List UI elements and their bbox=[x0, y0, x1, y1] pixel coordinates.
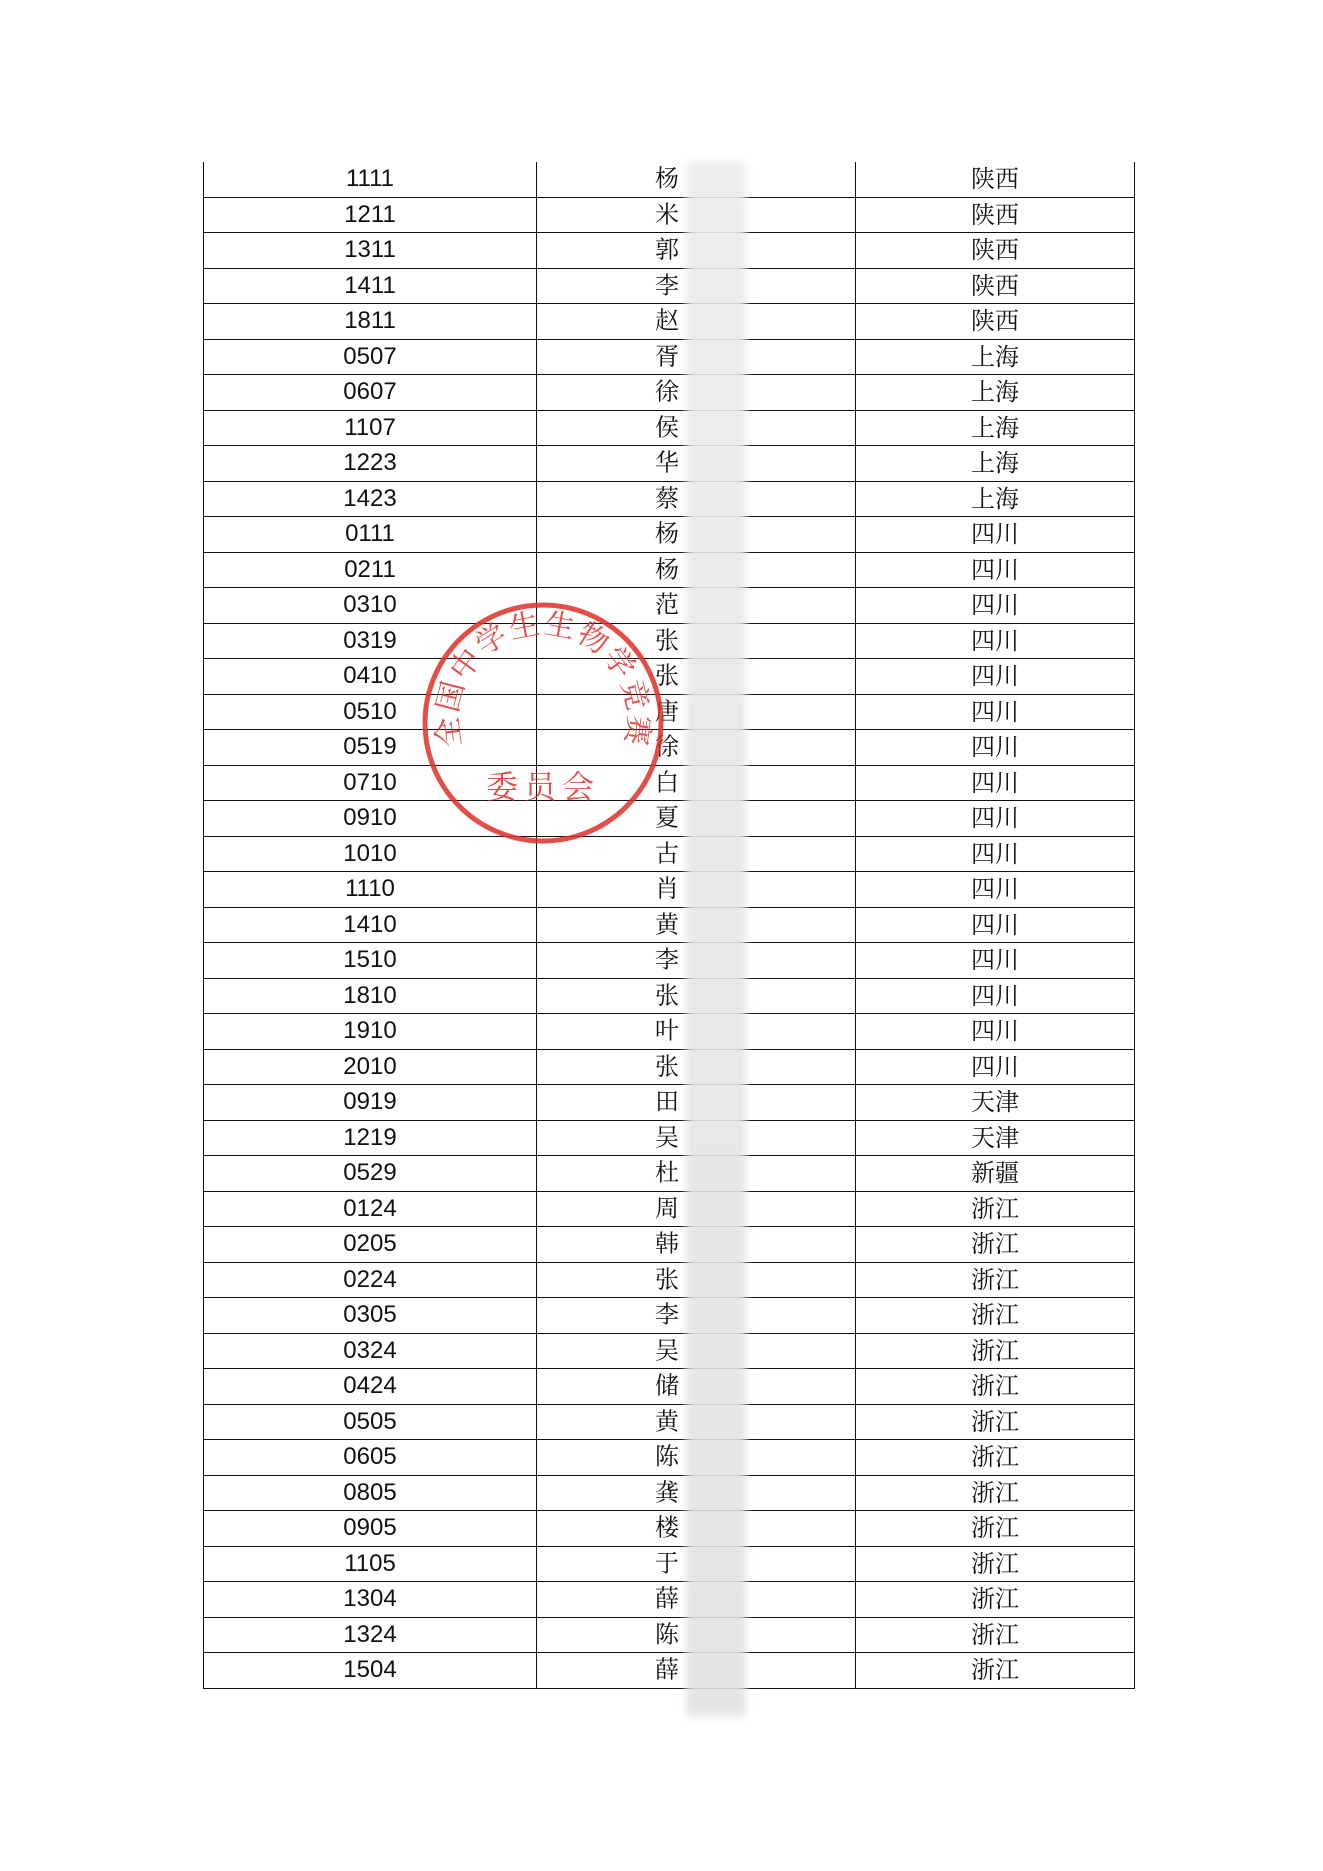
cell-province: 浙江 bbox=[856, 1227, 1135, 1263]
cell-name bbox=[537, 1049, 856, 1085]
cell-id: 0319 bbox=[204, 623, 537, 659]
cell-id: 1223 bbox=[204, 446, 537, 482]
table-row bbox=[204, 623, 1135, 659]
cell-province: 四川 bbox=[856, 978, 1135, 1014]
surname-text: 龚 bbox=[655, 1478, 679, 1507]
table-row bbox=[204, 197, 1135, 233]
cell-name bbox=[537, 197, 856, 233]
cell-id: 1304 bbox=[204, 1582, 537, 1618]
surname-text: 徐 bbox=[655, 377, 679, 406]
table-row bbox=[204, 1617, 1135, 1653]
cell-province: 四川 bbox=[856, 801, 1135, 837]
cell-name bbox=[537, 1582, 856, 1618]
cell-province: 四川 bbox=[856, 694, 1135, 730]
surname-text: 张 bbox=[655, 981, 679, 1010]
surname-text: 李 bbox=[655, 271, 679, 300]
cell-province: 上海 bbox=[856, 410, 1135, 446]
surname-text: 张 bbox=[655, 661, 679, 690]
cell-province: 上海 bbox=[856, 481, 1135, 517]
cell-province: 浙江 bbox=[856, 1404, 1135, 1440]
surname-text: 薛 bbox=[655, 1655, 679, 1684]
surname-text: 田 bbox=[655, 1087, 679, 1116]
surname-text: 夏 bbox=[655, 803, 679, 832]
surname-text: 李 bbox=[655, 945, 679, 974]
cell-id: 0607 bbox=[204, 375, 537, 411]
roster-table-body bbox=[204, 162, 1135, 1688]
cell-id: 1105 bbox=[204, 1546, 537, 1582]
table-row bbox=[204, 410, 1135, 446]
table-row bbox=[204, 978, 1135, 1014]
cell-province: 四川 bbox=[856, 659, 1135, 695]
cell-name bbox=[537, 1227, 856, 1263]
surname-text: 黄 bbox=[655, 910, 679, 939]
cell-name bbox=[537, 1440, 856, 1476]
cell-id: 0205 bbox=[204, 1227, 537, 1263]
surname-text: 杨 bbox=[655, 519, 679, 548]
cell-id: 0211 bbox=[204, 552, 537, 588]
cell-province: 浙江 bbox=[856, 1546, 1135, 1582]
cell-province: 四川 bbox=[856, 943, 1135, 979]
table-row bbox=[204, 1262, 1135, 1298]
surname-text: 徐 bbox=[655, 732, 679, 761]
cell-name bbox=[537, 162, 856, 197]
cell-id: 1504 bbox=[204, 1653, 537, 1689]
cell-id: 0805 bbox=[204, 1475, 537, 1511]
cell-province: 上海 bbox=[856, 446, 1135, 482]
table-row bbox=[204, 233, 1135, 269]
table-row bbox=[204, 943, 1135, 979]
surname-text: 郭 bbox=[655, 235, 679, 264]
cell-id: 1910 bbox=[204, 1014, 537, 1050]
cell-id: 1219 bbox=[204, 1120, 537, 1156]
cell-province: 上海 bbox=[856, 339, 1135, 375]
table-row bbox=[204, 481, 1135, 517]
cell-province: 浙江 bbox=[856, 1475, 1135, 1511]
cell-id: 0505 bbox=[204, 1404, 537, 1440]
table-row bbox=[204, 872, 1135, 908]
cell-province: 陕西 bbox=[856, 197, 1135, 233]
cell-province: 四川 bbox=[856, 907, 1135, 943]
cell-name bbox=[537, 446, 856, 482]
cell-name bbox=[537, 907, 856, 943]
cell-name bbox=[537, 1120, 856, 1156]
cell-name bbox=[537, 304, 856, 340]
table-row bbox=[204, 339, 1135, 375]
cell-id: 1311 bbox=[204, 233, 537, 269]
cell-id: 0124 bbox=[204, 1191, 537, 1227]
cell-name bbox=[537, 1333, 856, 1369]
cell-name bbox=[537, 872, 856, 908]
table-row bbox=[204, 1475, 1135, 1511]
table-row bbox=[204, 1511, 1135, 1547]
cell-name bbox=[537, 410, 856, 446]
cell-id: 0919 bbox=[204, 1085, 537, 1121]
cell-province: 四川 bbox=[856, 872, 1135, 908]
cell-province: 陕西 bbox=[856, 233, 1135, 269]
surname-text: 储 bbox=[655, 1371, 679, 1400]
cell-name bbox=[537, 1404, 856, 1440]
cell-province: 浙江 bbox=[856, 1653, 1135, 1689]
cell-name bbox=[537, 1511, 856, 1547]
cell-name bbox=[537, 694, 856, 730]
table-row bbox=[204, 304, 1135, 340]
cell-name bbox=[537, 552, 856, 588]
surname-text: 吴 bbox=[655, 1123, 679, 1152]
cell-id: 0424 bbox=[204, 1369, 537, 1405]
surname-text: 肖 bbox=[655, 874, 679, 903]
stamp-bottom-text: 委员会 bbox=[485, 768, 601, 806]
cell-name bbox=[537, 978, 856, 1014]
cell-name bbox=[537, 836, 856, 872]
cell-name bbox=[537, 1546, 856, 1582]
cell-id: 1111 bbox=[204, 162, 537, 197]
table-row bbox=[204, 162, 1135, 197]
stamp-arc-text: 全国中学生生物学竞赛 bbox=[429, 606, 657, 750]
cell-id: 1811 bbox=[204, 304, 537, 340]
cell-id: 1810 bbox=[204, 978, 537, 1014]
cell-province: 四川 bbox=[856, 765, 1135, 801]
cell-name bbox=[537, 765, 856, 801]
cell-id: 0529 bbox=[204, 1156, 537, 1192]
surname-text: 白 bbox=[655, 768, 679, 797]
cell-id: 1110 bbox=[204, 872, 537, 908]
cell-name bbox=[537, 1014, 856, 1050]
cell-name bbox=[537, 1085, 856, 1121]
surname-text: 范 bbox=[655, 590, 679, 619]
surname-text: 杨 bbox=[655, 555, 679, 584]
cell-id: 0324 bbox=[204, 1333, 537, 1369]
cell-province: 四川 bbox=[856, 623, 1135, 659]
table-row bbox=[204, 1014, 1135, 1050]
table-row bbox=[204, 765, 1135, 801]
cell-province: 浙江 bbox=[856, 1262, 1135, 1298]
cell-province: 陕西 bbox=[856, 162, 1135, 197]
cell-province: 四川 bbox=[856, 552, 1135, 588]
cell-name bbox=[537, 233, 856, 269]
cell-name bbox=[537, 339, 856, 375]
cell-id: 0310 bbox=[204, 588, 537, 624]
cell-province: 四川 bbox=[856, 588, 1135, 624]
cell-id: 0910 bbox=[204, 801, 537, 837]
table-row bbox=[204, 1298, 1135, 1334]
cell-name bbox=[537, 1617, 856, 1653]
surname-text: 唐 bbox=[655, 697, 679, 726]
table-row bbox=[204, 1404, 1135, 1440]
table-row bbox=[204, 1049, 1135, 1085]
table-row bbox=[204, 268, 1135, 304]
table-row bbox=[204, 694, 1135, 730]
surname-text: 张 bbox=[655, 1265, 679, 1294]
cell-id: 0605 bbox=[204, 1440, 537, 1476]
cell-province: 天津 bbox=[856, 1120, 1135, 1156]
surname-text: 华 bbox=[655, 448, 679, 477]
surname-text: 李 bbox=[655, 1300, 679, 1329]
table-row bbox=[204, 659, 1135, 695]
cell-id: 0710 bbox=[204, 765, 537, 801]
surname-text: 陈 bbox=[655, 1442, 679, 1471]
cell-province: 浙江 bbox=[856, 1298, 1135, 1334]
table-row bbox=[204, 1440, 1135, 1476]
surname-text: 胥 bbox=[655, 342, 679, 371]
cell-province: 浙江 bbox=[856, 1617, 1135, 1653]
cell-id: 0507 bbox=[204, 339, 537, 375]
surname-text: 杨 bbox=[655, 164, 679, 193]
cell-province: 陕西 bbox=[856, 304, 1135, 340]
surname-text: 吴 bbox=[655, 1336, 679, 1365]
cell-id: 0905 bbox=[204, 1511, 537, 1547]
surname-text: 陈 bbox=[655, 1620, 679, 1649]
cell-id: 1411 bbox=[204, 268, 537, 304]
cell-id: 1211 bbox=[204, 197, 537, 233]
table-row bbox=[204, 517, 1135, 553]
cell-name bbox=[537, 659, 856, 695]
surname-text: 叶 bbox=[655, 1016, 679, 1045]
cell-id: 1423 bbox=[204, 481, 537, 517]
table-row bbox=[204, 552, 1135, 588]
table-row bbox=[204, 1191, 1135, 1227]
cell-province: 上海 bbox=[856, 375, 1135, 411]
table-row bbox=[204, 1120, 1135, 1156]
table-row bbox=[204, 588, 1135, 624]
surname-text: 古 bbox=[655, 839, 679, 868]
table-row bbox=[204, 1546, 1135, 1582]
cell-province: 天津 bbox=[856, 1085, 1135, 1121]
cell-name bbox=[537, 1369, 856, 1405]
surname-text: 张 bbox=[655, 626, 679, 655]
table-row bbox=[204, 446, 1135, 482]
cell-province: 浙江 bbox=[856, 1369, 1135, 1405]
cell-name bbox=[537, 730, 856, 766]
surname-text: 侯 bbox=[655, 413, 679, 442]
roster-table-container bbox=[203, 162, 1135, 1689]
surname-text: 张 bbox=[655, 1052, 679, 1081]
cell-id: 1107 bbox=[204, 410, 537, 446]
cell-id: 2010 bbox=[204, 1049, 537, 1085]
roster-table bbox=[203, 162, 1135, 1689]
surname-text: 周 bbox=[655, 1194, 679, 1223]
cell-id: 1410 bbox=[204, 907, 537, 943]
surname-text: 杜 bbox=[655, 1158, 679, 1187]
cell-province: 四川 bbox=[856, 1049, 1135, 1085]
cell-id: 1010 bbox=[204, 836, 537, 872]
surname-text: 米 bbox=[655, 200, 679, 229]
cell-id: 0111 bbox=[204, 517, 537, 553]
cell-name bbox=[537, 1156, 856, 1192]
cell-name bbox=[537, 1262, 856, 1298]
table-row bbox=[204, 1582, 1135, 1618]
surname-text: 黄 bbox=[655, 1407, 679, 1436]
cell-name bbox=[537, 943, 856, 979]
table-row bbox=[204, 1227, 1135, 1263]
table-row bbox=[204, 801, 1135, 837]
cell-province: 浙江 bbox=[856, 1511, 1135, 1547]
cell-name bbox=[537, 375, 856, 411]
surname-text: 于 bbox=[655, 1549, 679, 1578]
cell-name bbox=[537, 481, 856, 517]
cell-id: 1324 bbox=[204, 1617, 537, 1653]
cell-id: 0410 bbox=[204, 659, 537, 695]
table-row bbox=[204, 1156, 1135, 1192]
cell-id: 0305 bbox=[204, 1298, 537, 1334]
table-row bbox=[204, 1333, 1135, 1369]
cell-id: 0519 bbox=[204, 730, 537, 766]
surname-text: 韩 bbox=[655, 1229, 679, 1258]
table-row bbox=[204, 1085, 1135, 1121]
cell-province: 浙江 bbox=[856, 1333, 1135, 1369]
cell-name bbox=[537, 801, 856, 837]
surname-text: 蔡 bbox=[655, 484, 679, 513]
table-row bbox=[204, 836, 1135, 872]
table-row bbox=[204, 730, 1135, 766]
cell-province: 四川 bbox=[856, 730, 1135, 766]
surname-text: 薛 bbox=[655, 1584, 679, 1613]
cell-name bbox=[537, 268, 856, 304]
cell-province: 四川 bbox=[856, 517, 1135, 553]
cell-province: 陕西 bbox=[856, 268, 1135, 304]
cell-name bbox=[537, 1653, 856, 1689]
cell-id: 0510 bbox=[204, 694, 537, 730]
cell-name bbox=[537, 517, 856, 553]
cell-province: 浙江 bbox=[856, 1582, 1135, 1618]
cell-name bbox=[537, 1475, 856, 1511]
table-row bbox=[204, 907, 1135, 943]
surname-text: 楼 bbox=[655, 1513, 679, 1542]
surname-text: 赵 bbox=[655, 306, 679, 335]
cell-province: 新疆 bbox=[856, 1156, 1135, 1192]
cell-name bbox=[537, 588, 856, 624]
cell-province: 浙江 bbox=[856, 1191, 1135, 1227]
cell-province: 四川 bbox=[856, 836, 1135, 872]
cell-province: 浙江 bbox=[856, 1440, 1135, 1476]
cell-id: 1510 bbox=[204, 943, 537, 979]
cell-province: 四川 bbox=[856, 1014, 1135, 1050]
table-row bbox=[204, 375, 1135, 411]
cell-id: 0224 bbox=[204, 1262, 537, 1298]
table-row bbox=[204, 1369, 1135, 1405]
cell-name bbox=[537, 1191, 856, 1227]
cell-name bbox=[537, 1298, 856, 1334]
table-row bbox=[204, 1653, 1135, 1689]
cell-name bbox=[537, 623, 856, 659]
